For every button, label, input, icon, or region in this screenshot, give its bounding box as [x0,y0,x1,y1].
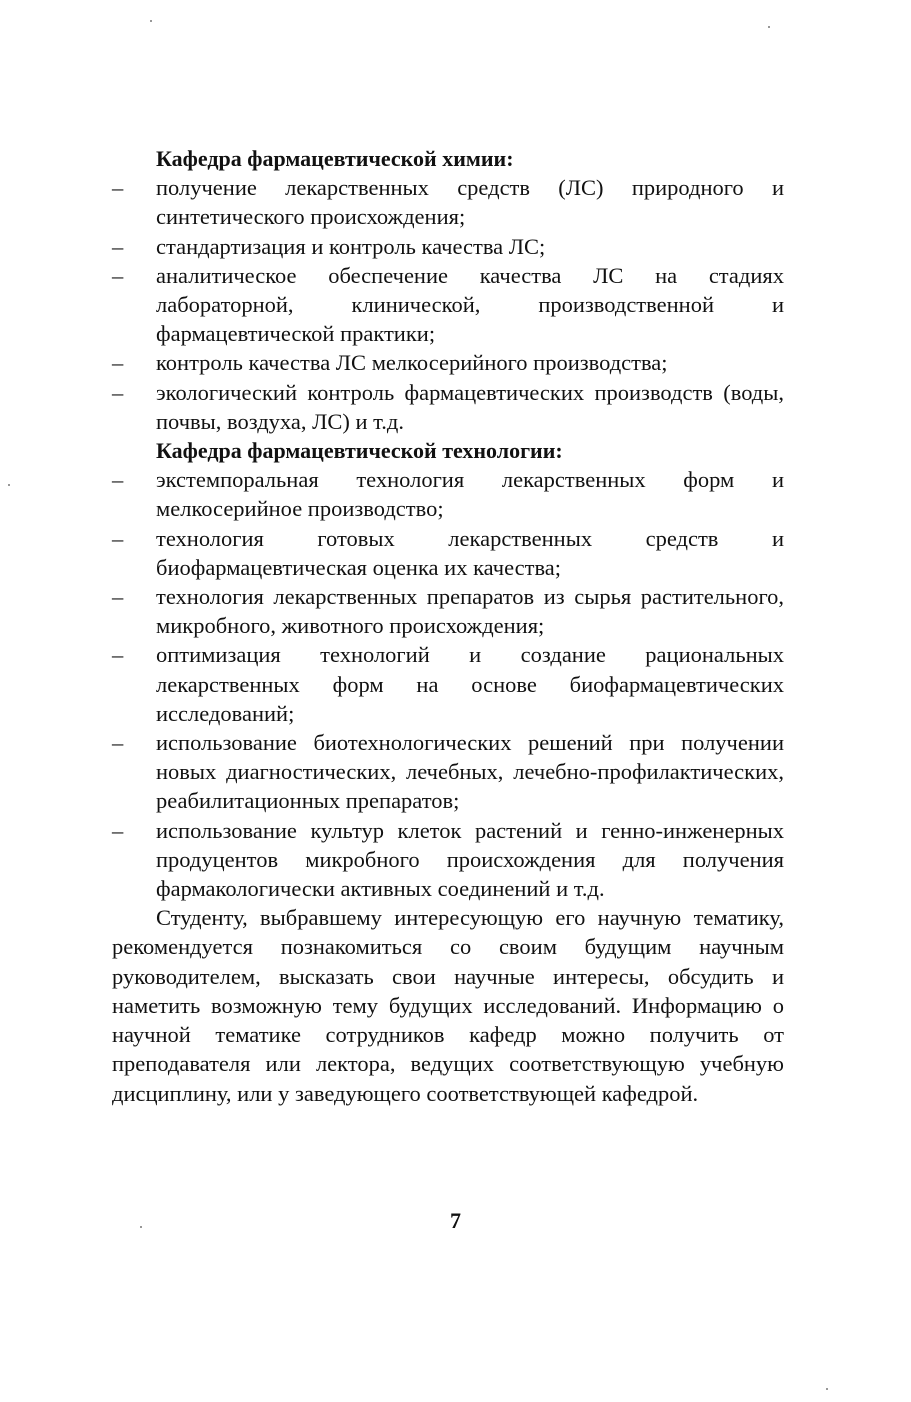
list-item [112,582,784,640]
list-item-text: технология лекарственных препаратов из сырья растительного, микробного, животного происхождения; [156,584,784,639]
list-item [112,524,784,582]
scan-speck [768,26,770,28]
closing-paragraph: Студенту, выбравшему интересующую его научную тематику, рекомендуется познакомиться со своим будущим научным руководителем, высказать свои научные интересы, обсудить и наметить возможную тему будущих исследований. Информацию о научной тематике сотрудников кафедр можно получить от преподавателя или лектора, ведущих соответствующую учебную дисциплину, или у заведующего соответствующей кафедрой. [112,905,784,1106]
list-item [112,261,784,349]
list-item-text: контроль качества ЛС мелкосерийного производства; [156,350,668,376]
list-item-text: экологический контроль фармацевтических производств (воды, почвы, воздуха, ЛС) и т.д. [156,379,784,434]
list-item-text: использование культур клеток растений и генно-инженерных продуцентов микробного происхождения для получения фармакологически активных соединений и т.д. [156,817,784,902]
list-item-text: стандартизация и контроль качества ЛС; [156,233,546,259]
list-item-text: аналитическое обеспечение качества ЛС на стадиях лабораторной, клинической, производственной и фармацевтической практики; [156,262,784,347]
list-item-text: технология готовых лекарственных средств и биофармацевтическая оценка их качества; [156,525,784,580]
scan-speck [140,1226,142,1228]
scan-speck [150,20,152,22]
list-item [112,232,784,261]
scan-speck [8,484,10,486]
scan-speck [826,1388,828,1390]
dash-marker: – [112,233,124,259]
list-item [112,348,784,377]
dash-marker: – [112,584,124,610]
dash-marker: – [112,730,124,756]
page-number: 7 [450,1208,461,1233]
main-text [112,144,784,1108]
dash-marker: – [112,262,124,288]
dash-marker: – [112,350,124,376]
list-item [112,465,784,523]
list-item-text: получение лекарственных средств (ЛС) природного и синтетического происхождения; [156,175,784,230]
list-item [112,816,784,904]
dash-marker: – [112,817,124,843]
list-item-text: использование биотехнологических решений при получении новых диагностических, лечебных, лечебно-профилактических, реабилитационных препаратов; [156,730,784,814]
list-item [112,173,784,231]
section-heading-pharm-chemistry: Кафедра фармацевтической химии: [156,146,514,171]
dash-marker: – [112,642,124,668]
list-item-text: оптимизация технологий и создание рациональных лекарственных форм на основе биофармацевтических исследований; [156,642,784,726]
list-item [112,728,784,816]
list-item [112,640,784,728]
dash-marker: – [112,379,124,405]
section-heading-pharm-technology: Кафедра фармацевтической технологии: [156,438,563,464]
list-item-text: экстемпоральная технология лекарственных форм и мелкосерийное производство; [156,467,784,522]
dash-marker: – [112,467,124,493]
dash-marker: – [112,175,124,201]
list-item [112,378,784,436]
dash-marker: – [112,525,124,551]
